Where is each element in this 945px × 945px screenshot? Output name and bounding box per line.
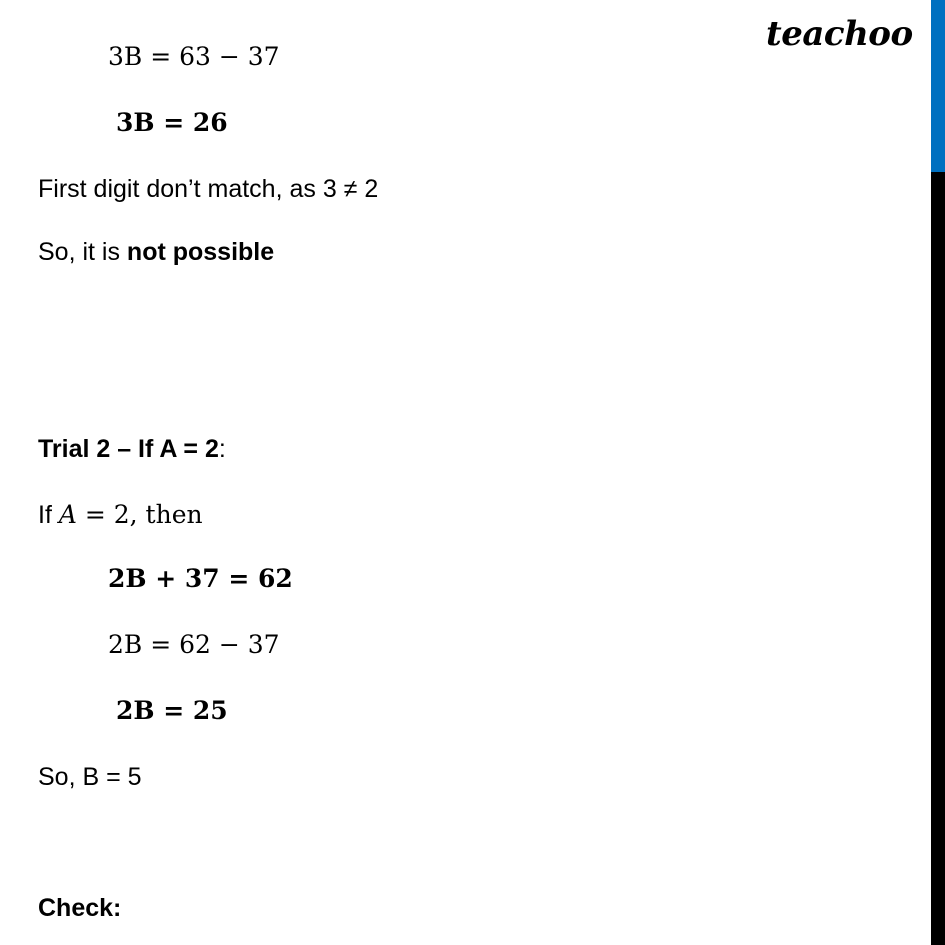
equation-3b-subtraction: 3B = 63 − 37 — [108, 42, 280, 71]
teachoo-logo: teachoo — [766, 14, 913, 54]
equation-2b-result: 2B = 25 — [116, 696, 228, 725]
not-possible-prefix: So, it is — [38, 238, 127, 266]
not-possible-emphasis: not possible — [126, 238, 275, 266]
equation-2b-plus-37: 2B + 37 = 62 — [108, 564, 293, 593]
if-a-equals-2 — [38, 502, 203, 528]
if-rest: = 2, then — [76, 500, 203, 529]
trial-2-colon: : — [218, 435, 226, 463]
so-b-equals-5: So, B = 5 — [38, 763, 142, 791]
variable-a: A — [58, 500, 77, 529]
check-heading: Check: — [38, 894, 122, 922]
first-digit-statement: First digit don’t match, as 3 ≠ 2 — [38, 175, 379, 203]
if-prefix: If — [38, 501, 59, 529]
trial-2-heading-bold: Trial 2 – If A = 2 — [38, 435, 219, 463]
trial-2-heading — [38, 437, 226, 462]
right-edge-accent — [931, 0, 945, 172]
equation-2b-subtraction: 2B = 62 − 37 — [108, 630, 280, 659]
equation-3b-result: 3B = 26 — [116, 108, 228, 137]
right-edge-bar — [931, 0, 945, 945]
not-possible-statement — [38, 240, 274, 265]
